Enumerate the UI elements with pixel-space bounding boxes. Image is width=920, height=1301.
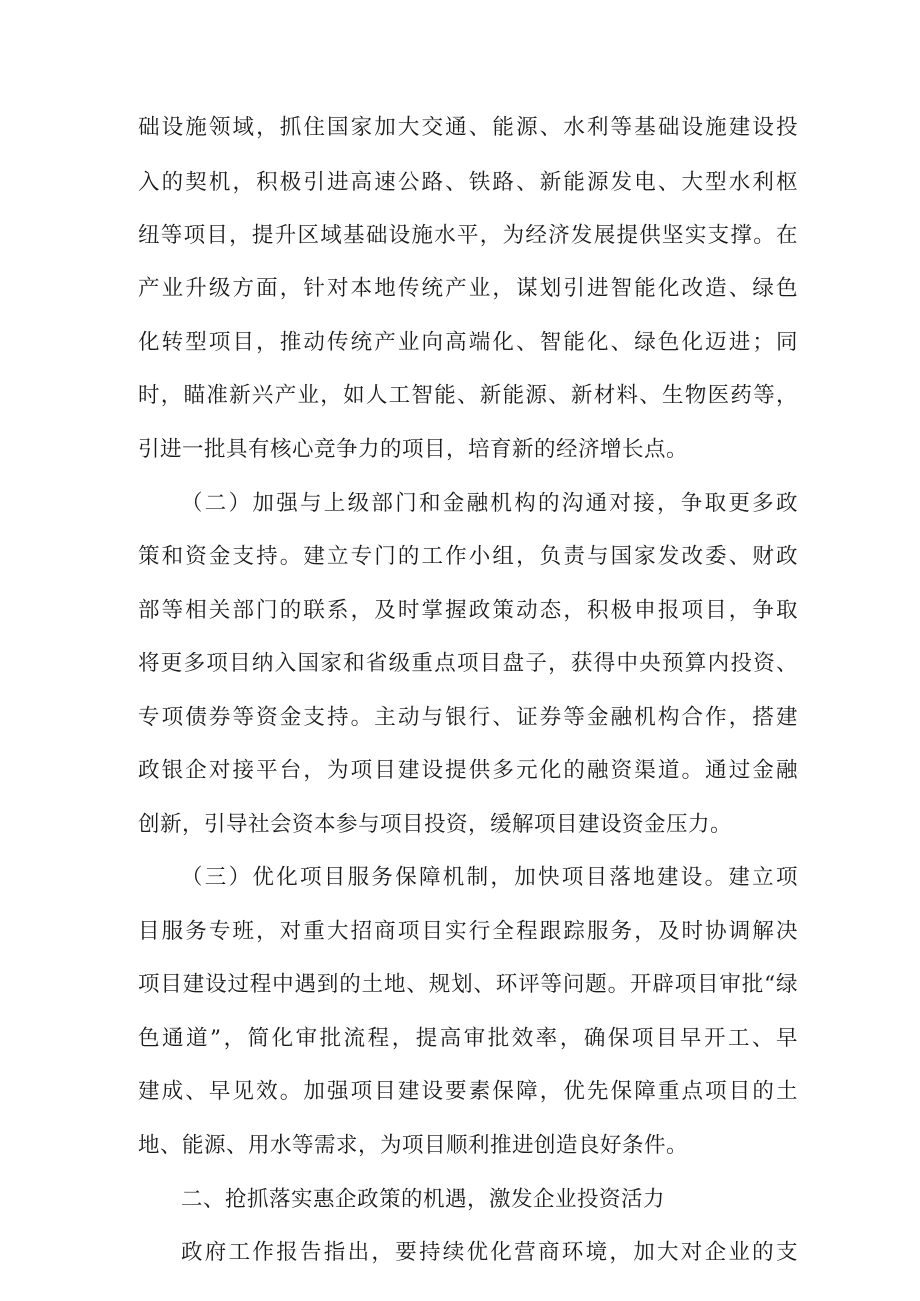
text-line: 引进一批具有核心竞争力的项目，培育新的经济增长点。 bbox=[138, 437, 689, 462]
text-line: 入的契机，积极引进高速公路、铁路、新能源发电、大型水利枢 bbox=[138, 170, 798, 195]
section-heading: 二、抢抓落实惠企政策的机遇，激发企业投资活力 bbox=[181, 1187, 666, 1212]
text-line: 化转型项目，推动传统产业向高端化、智能化、绿色化迈进；同 bbox=[138, 330, 798, 355]
text-line: 础设施领域，抓住国家加大交通、能源、水利等基础设施建设投 bbox=[138, 115, 798, 140]
text-line: 策和资金支持。建立专门的工作小组，负责与国家发改委、财政 bbox=[138, 544, 798, 569]
paragraph-4-first-line: 政府工作报告指出，要持续优化营商环境，加大对企业的支 bbox=[181, 1240, 798, 1265]
text-line: 时，瞄准新兴产业，如人工智能、新能源、新材料、生物医药等， bbox=[138, 383, 798, 408]
paragraph-2-first-line: （二）加强与上级部门和金融机构的沟通对接，争取更多政 bbox=[181, 491, 798, 516]
paragraph-3-first-line: （三）优化项目服务保障机制，加快项目落地建设。建立项 bbox=[181, 865, 798, 890]
text-line: 色通道”，简化审批流程，提高审批效率，确保项目早开工、早 bbox=[138, 1026, 798, 1051]
text-line: 目服务专班，对重大招商项目实行全程跟踪服务，及时协调解决 bbox=[138, 919, 798, 944]
text-line: 项目建设过程中遇到的土地、规划、环评等问题。开辟项目审批“绿 bbox=[138, 972, 798, 997]
text-line: 地、能源、用水等需求，为项目顺利推进创造良好条件。 bbox=[138, 1133, 689, 1158]
text-line: 建成、早见效。加强项目建设要素保障，优先保障重点项目的土 bbox=[138, 1079, 798, 1104]
text-line: 产业升级方面，针对本地传统产业，谋划引进智能化改造、绿色 bbox=[138, 276, 798, 301]
text-line: 专项债券等资金支持。主动与银行、证券等金融机构合作，搭建 bbox=[138, 705, 798, 730]
text-line: 政银企对接平台，为项目建设提供多元化的融资渠道。通过金融 bbox=[138, 758, 798, 783]
text-line: 创新，引导社会资本参与项目投资，缓解项目建设资金压力。 bbox=[138, 812, 733, 837]
text-line: 部等相关部门的联系，及时掌握政策动态，积极申报项目，争取 bbox=[138, 598, 798, 623]
text-line: 将更多项目纳入国家和省级重点项目盘子，获得中央预算内投资、 bbox=[138, 651, 798, 676]
text-line: 纽等项目，提升区域基础设施水平，为经济发展提供坚实支撑。在 bbox=[138, 223, 798, 248]
